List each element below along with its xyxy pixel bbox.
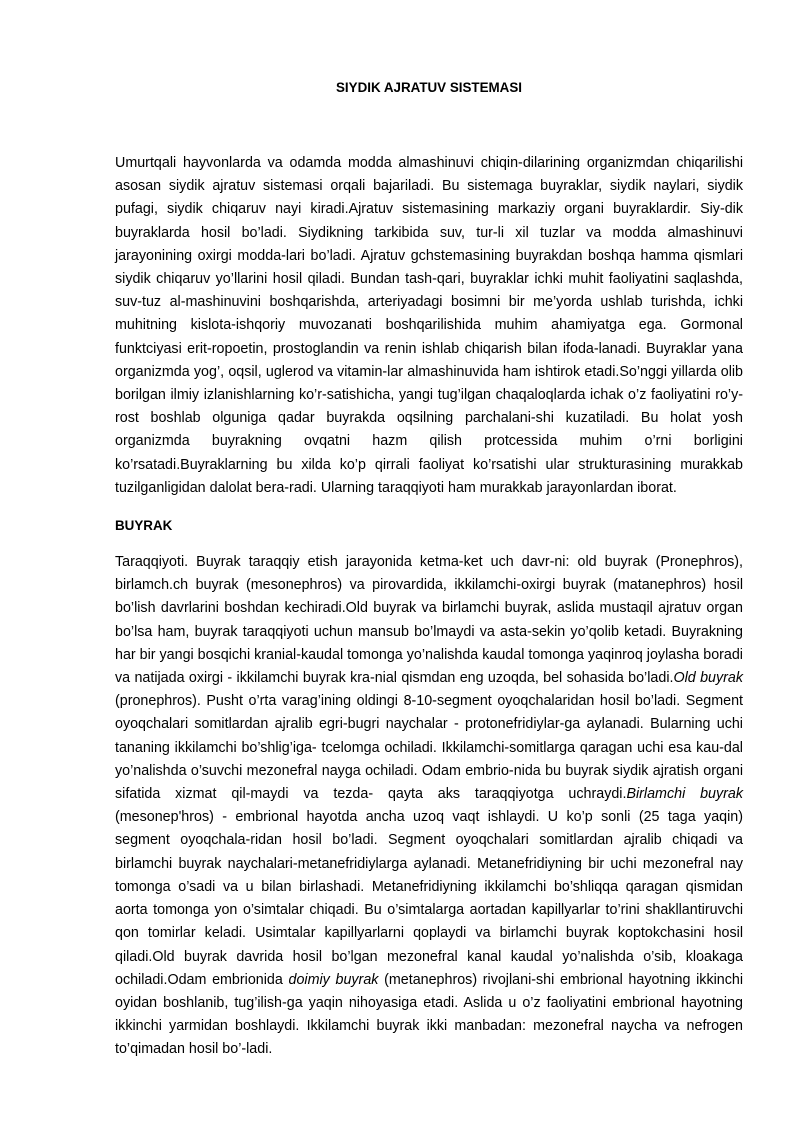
italic-term-birlamchi-buyrak: Birlamchi buyrak	[626, 786, 744, 803]
document-title: SIYDIK AJRATUV SISTEMASI	[335, 80, 522, 95]
paragraph-text-part-3: (mesonep'hros) - embrional hayotda ancha uzoq vaqt ishlaydi. U ko’p sonli (25 taga yaqin) segment oyoqchala-ridan hosil bo’ladi. Segment oyoqchalari somitlardan ajralib chiqadi va birlamchi buyrak naychalari-metanefridiylarga aylanadi. Metanefridiyning bir uchi mezonefral nay tomonga o’sadi va u bilan birlashadi. Metanefridiyning ikkilamchi bo’shliqqa qaragan qismidan aorta tomonga yon o’simtalar chiqadi. Bu o’simtalarga aortadan kapillyarlar to’rini shakllantiruvchi qon tomirlar keladi. Usimtalar kapillyarlarni qoplaydi va birlamchi buyrak koptokchasini hosil qiladi.Old buyrak davrida hosil bo’lgan mezonefral kanal kaudal yo’nalishda o’sib, kloakaga ochiladi.Odam embrionida	[115, 809, 743, 988]
section-paragraph	[115, 551, 743, 1061]
italic-term-doimiy-buyrak: doimiy buyrak	[288, 971, 379, 988]
paragraph-text-part-4: (metanephros) rivojlani-shi embrional hayotning ikkinchi oyidan boshlanib, tug’ilish-ga yaqin nihoyasiga etadi. Aslida u o’z faoliyatini embrional hayotning ikkinchi yarmidan boshlaydi. Ikkilamchi buyrak ikki manbadan: mezonefral naycha va nefrogen to’qimadan hosil bo’-ladi.	[115, 971, 744, 1058]
section-heading: BUYRAK	[115, 518, 173, 534]
paragraph-text-part-2: (pronephros). Pusht o’rta varag’ining oldingi 8-10-segment oyoqchalaridan hosil bo’ladi. Segment oyoqchalari somitlardan ajralib egri-bugri naychalar - protonefridiylar-ga aylanadi. Bularning uchi tananing ikkilamchi bo’shlig’iga- tcelomga ochiladi. Ikkilamchi-somitlarga qaragan uchi esa kau-dal yo’nalishda o’suvchi mezonefral nayga ochiladi. Odam embrio-nida bu buyrak siydik ajratish organi sifatida xizmat qil-maydi va tezda- qayta aks taraqqiyotga uchraydi.	[115, 693, 743, 803]
paragraph-text-part-1: Taraqqiyoti. Buyrak taraqqiy etish jarayonida ketma-ket uch davr-ni: old buyrak (Pronephros), birlamch.ch buyrak (mesonephros) va pirovardida, ikkilamchi-oxirgi buyrak (matanephros) hosil bo’lish davrlarini boshdan kechiradi.Old buyrak va birlamchi buyrak, aslida mustaqil ajratuv organ bo’lsa ham, buyrak taraqqiyoti uchun mansub bo’lmaydi va asta-sekin yo’qolib ketadi. Buyrakning har bir yangi bosqichi kranial-kaudal tomonga yo’nalishda kaudal tomonga yaqinroq joylasha boradi va natijada oxirgi - ikkilamchi buyrak kra-nial qismdan eng uzoqda, bel sohasida bo’ladi.	[115, 554, 743, 687]
italic-term-old-buyrak: Old buyrak	[673, 670, 743, 687]
intro-paragraph: Umurtqali hayvonlarda va odamda modda almashinuvi chiqin-dilarining organizmdan chiqarilishi asosan siydik ajratuv sistemasi orqali bajariladi. Bu sistemaga buyraklar, siydik naylari, siydik pufagi, siydik chiqaruv nayi kiradi.Ajratuv sistemasining markaziy organi buyraklardir. Siy-dik buyraklarda hosil bo’ladi. Siydikning tarkibida suv, tur-li xil tuzlar va modda almashinuvi jarayonining oxirgi modda-lari bo’ladi. Ajratuv gchstemasining buyrakdan boshqa hamma qismlari siydik chiqaruv yo’llarini hosil qiladi. Bundan tash-qari, buyraklar ichki muhit faoliyatini saqlashda, suv-tuz al-mashinuvini boshqarishda, arteriyadagi bosimni bir me’yorda ushlab turishda, ichki muhitning kislota-ishqoriy muvozanati boshqarilishida muhim ahamiyatga ega. Gormonal funktciyasi erit-ropoetin, prostoglandin va renin ishlab chiqarish bilan ifoda-lanadi. Buyraklar yana organizmda yog’, oqsil, uglerod va vitamin-lar almashinuvida ham ishtirok etadi.So’nggi yillarda olib borilgan ilmiy izlanishlarning ko’r-satishicha, yangi tug’ilgan chaqaloqlarda ichak o’z faoliyatini ro’y-rost boshlab olguniga qadar buyrakda oqsilning parchalani-shi kuzatiladi. Bu holat yosh organizmda buyrakning ovqatni hazm qilish protcessida muhim o’rni borligini ko’rsatadi.Buyraklarning bu xilda ko’p qirrali faoliyat ko’rsatishi ular strukturasining murakkab tuzilganligidan dalolat bera-radi. Ularning taraqqiyoti ham murakkab jarayonlardan iborat.	[115, 155, 743, 496]
